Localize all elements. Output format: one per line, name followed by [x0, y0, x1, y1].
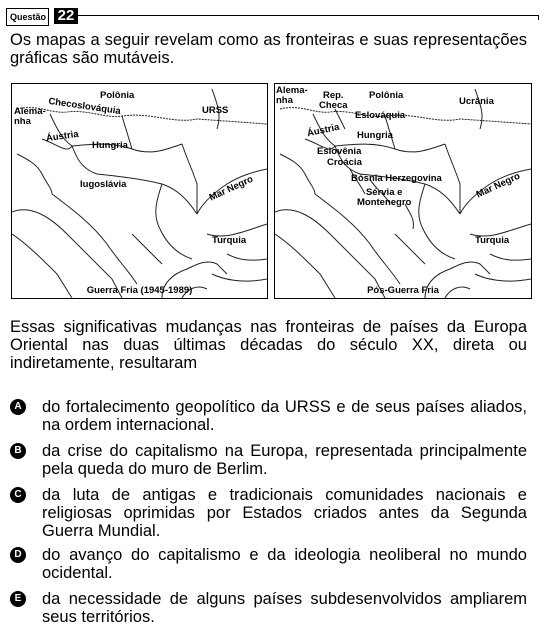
label-austria: Áustria	[45, 128, 80, 145]
label-austria: Áustria	[306, 121, 341, 140]
label-eslovaquia: Eslováquia	[355, 110, 406, 121]
option-b-bullet: B	[10, 443, 26, 459]
label-mar-negro: Mar Negro	[207, 173, 255, 204]
map-post-cold-war	[274, 83, 532, 299]
map-post-cold-war-caption: Pós-Guerra Fria	[367, 285, 439, 296]
label-polonia: Polônia	[369, 90, 404, 101]
label-hungria: Hungria	[357, 130, 393, 141]
option-a-text: do fortalecimento geopolítico da URSS e de seus países aliados, na ordem internacional.	[42, 398, 527, 434]
question-text: Essas significativas mudanças nas fronteiras de países da Europa Oriental nas duas últimas décadas do século XX, direta ou indiretamente, resultaram	[10, 318, 527, 372]
map-cold-war-caption: Guerra Fria (1945-1989)	[86, 285, 193, 296]
label-bosnia: Bósnia Herzegovina	[351, 173, 442, 184]
label-turquia: Turquia	[475, 235, 510, 246]
label-urss: URSS	[202, 105, 229, 116]
option-e-bullet: E	[10, 591, 26, 607]
option-c-bullet: C	[10, 487, 26, 503]
label-eslovenia: Eslovênia	[317, 146, 362, 157]
label-hungria: Hungria	[92, 140, 128, 151]
label-turquia: Turquia	[212, 235, 247, 246]
label-polonia: Polônia	[100, 90, 135, 101]
label-iugoslavia: Iugoslávia	[80, 179, 127, 190]
map-cold-war	[11, 83, 268, 299]
option-c-text: da luta de antigas e tradicionais comunidades nacionais e religiosas oprimidas por Estados criados antes da Segunda Guerra Mundial.	[42, 486, 527, 540]
question-header	[6, 6, 539, 26]
label-alemanha: Alema- nha	[276, 85, 308, 106]
option-d-text: do avanço do capitalismo e da ideologia neoliberal no mundo ocidental.	[42, 546, 527, 582]
header-rule	[78, 15, 539, 16]
option-b-text: da crise do capitalismo na Europa, representada principalmente pela queda do muro de Berlim.	[42, 442, 527, 478]
question-number: 22	[54, 8, 78, 24]
label-croacia: Croácia	[327, 157, 362, 168]
header-rule-tick	[538, 15, 539, 20]
label-rep-checa: Rep. Checa	[319, 90, 348, 111]
question-label: Questão	[6, 8, 49, 26]
label-mar-negro: Mar Negro	[474, 170, 522, 201]
option-d-bullet: D	[10, 547, 26, 563]
label-ucrania: Ucrânia	[459, 96, 494, 107]
label-checoslovaquia: Checoslováquia	[47, 95, 122, 118]
label-alemanha: Alema- nha	[14, 106, 46, 127]
question-statement: Os mapas a seguir revelam como as fronteiras e suas representações gráficas são mutáveis.	[10, 31, 527, 67]
option-e-text: da necessidade de alguns países subdesenvolvidos ampliarem seus territórios.	[42, 590, 527, 626]
label-servia: Sérvia e Montenegro	[357, 187, 412, 208]
option-a-bullet: A	[10, 399, 26, 415]
